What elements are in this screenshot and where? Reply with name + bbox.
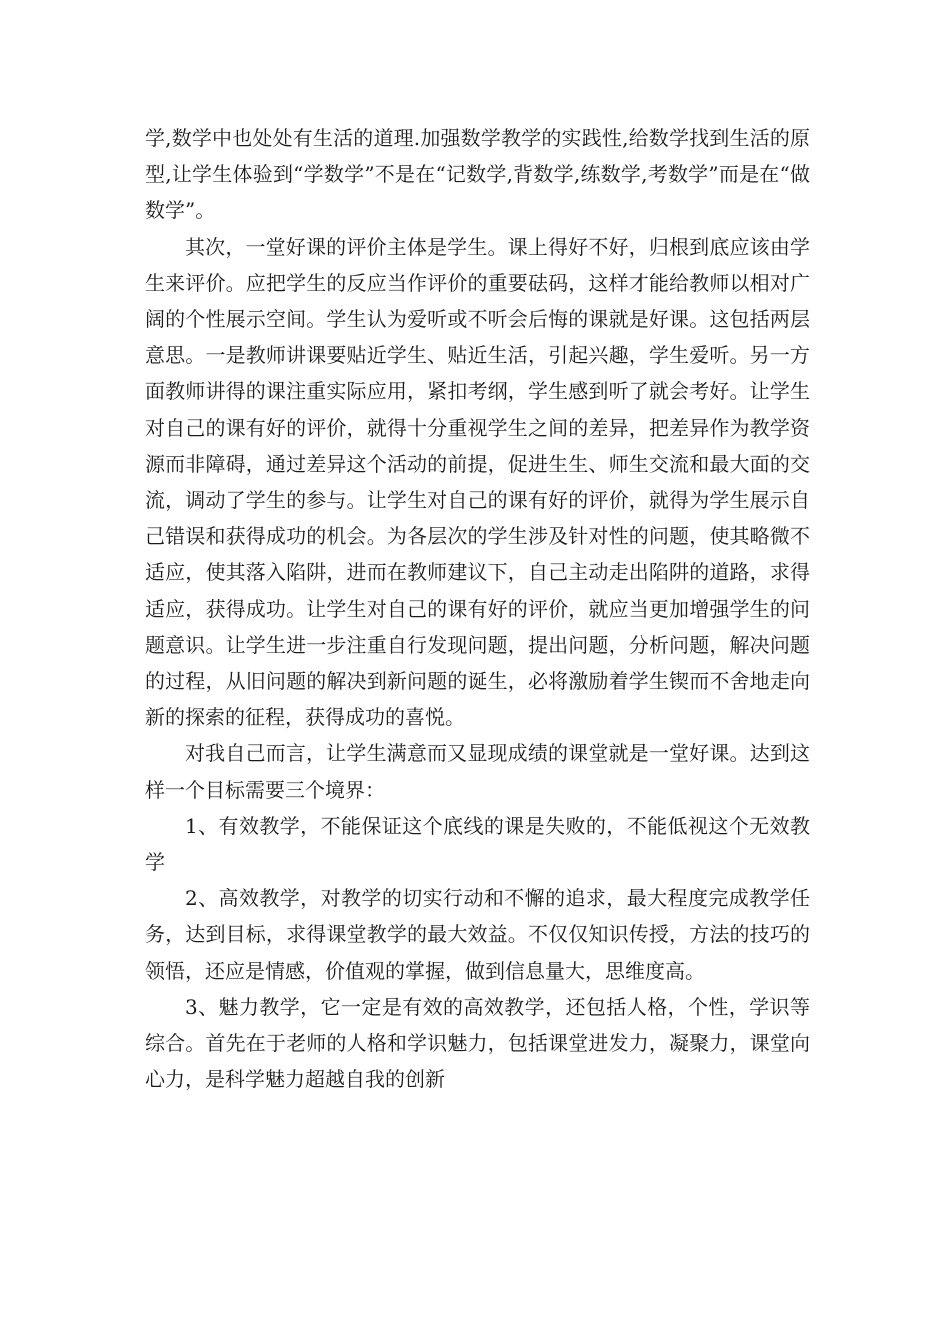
paragraph-personal-view: 对我自己而言，让学生满意而又显现成绩的课堂就是一堂好课。达到这样一个目标需要三个境界： [145, 741, 810, 802]
paragraph-intro-continuation: 学,数学中也处处有生活的道理.加强数学教学的实践性,给数学找到生活的原型,让学生体验到“学数学”不是在“记数学,背数学,练数学,考数学”而是在“做数学”。 [145, 126, 810, 223]
paragraph-level-1: 1、有效教学，不能保证这个底线的课是失败的，不能低视这个无效教学 [145, 813, 810, 875]
document-body [145, 120, 810, 1097]
paragraph-level-3: 3、魅力教学，它一定是有效的高效教学，还包括人格，个性，学识等综合。首先在于老师的人格和学识魅力，包括课堂进发力，凝聚力，课堂向心力，是科学魅力超越自我的创新 [145, 994, 810, 1092]
paragraph-student-evaluation: 其次，一堂好课的评价主体是学生。课上得好不好，归根到底应该由学生来评价。应把学生的反应当作评价的重要砝码，这样才能给教师以相对广阔的个性展示空间。学生认为爱听或不听会后悔的课就是好课。这包括两层意思。一是教师讲课要贴近学生、贴近生活，引起兴趣，学生爱听。另一方面教师讲得的课注重实际应用，紧扣考纲，学生感到听了就会考好。让学生对自己的课有好的评价，就得十分重视学生之间的差异，把差异作为教学资源而非障碍，通过差异这个活动的前提，促进生生、师生交流和最大面的交流，调动了学生的参与。让学生对自己的课有好的评价，就得为学生展示自己错误和获得成功的机会。为各层次的学生涉及针对性的问题，使其略微不适应，使其落入陷阱，进而在教师建议下，自己主动走出陷阱的道路，求得适应，获得成功。让学生对自己的课有好的评价，就应当更加增强学生的问题意识。让学生进一步注重自行发现问题，提出问题，分析问题，解决问题的过程，从旧问题的解决到新问题的诞生，必将激励着学生锲而不舍地走向新的探索的征程，获得成功的喜悦。 [145, 234, 810, 730]
paragraph-level-2: 2、高效教学，对教学的切实行动和不懈的追求，最大程度完成教学任务，达到目标，求得课堂教学的最大效益。不仅仅知识传授，方法的技巧的领悟，还应是情感，价值观的掌握，做到信息量大，思维度高。 [145, 886, 810, 983]
